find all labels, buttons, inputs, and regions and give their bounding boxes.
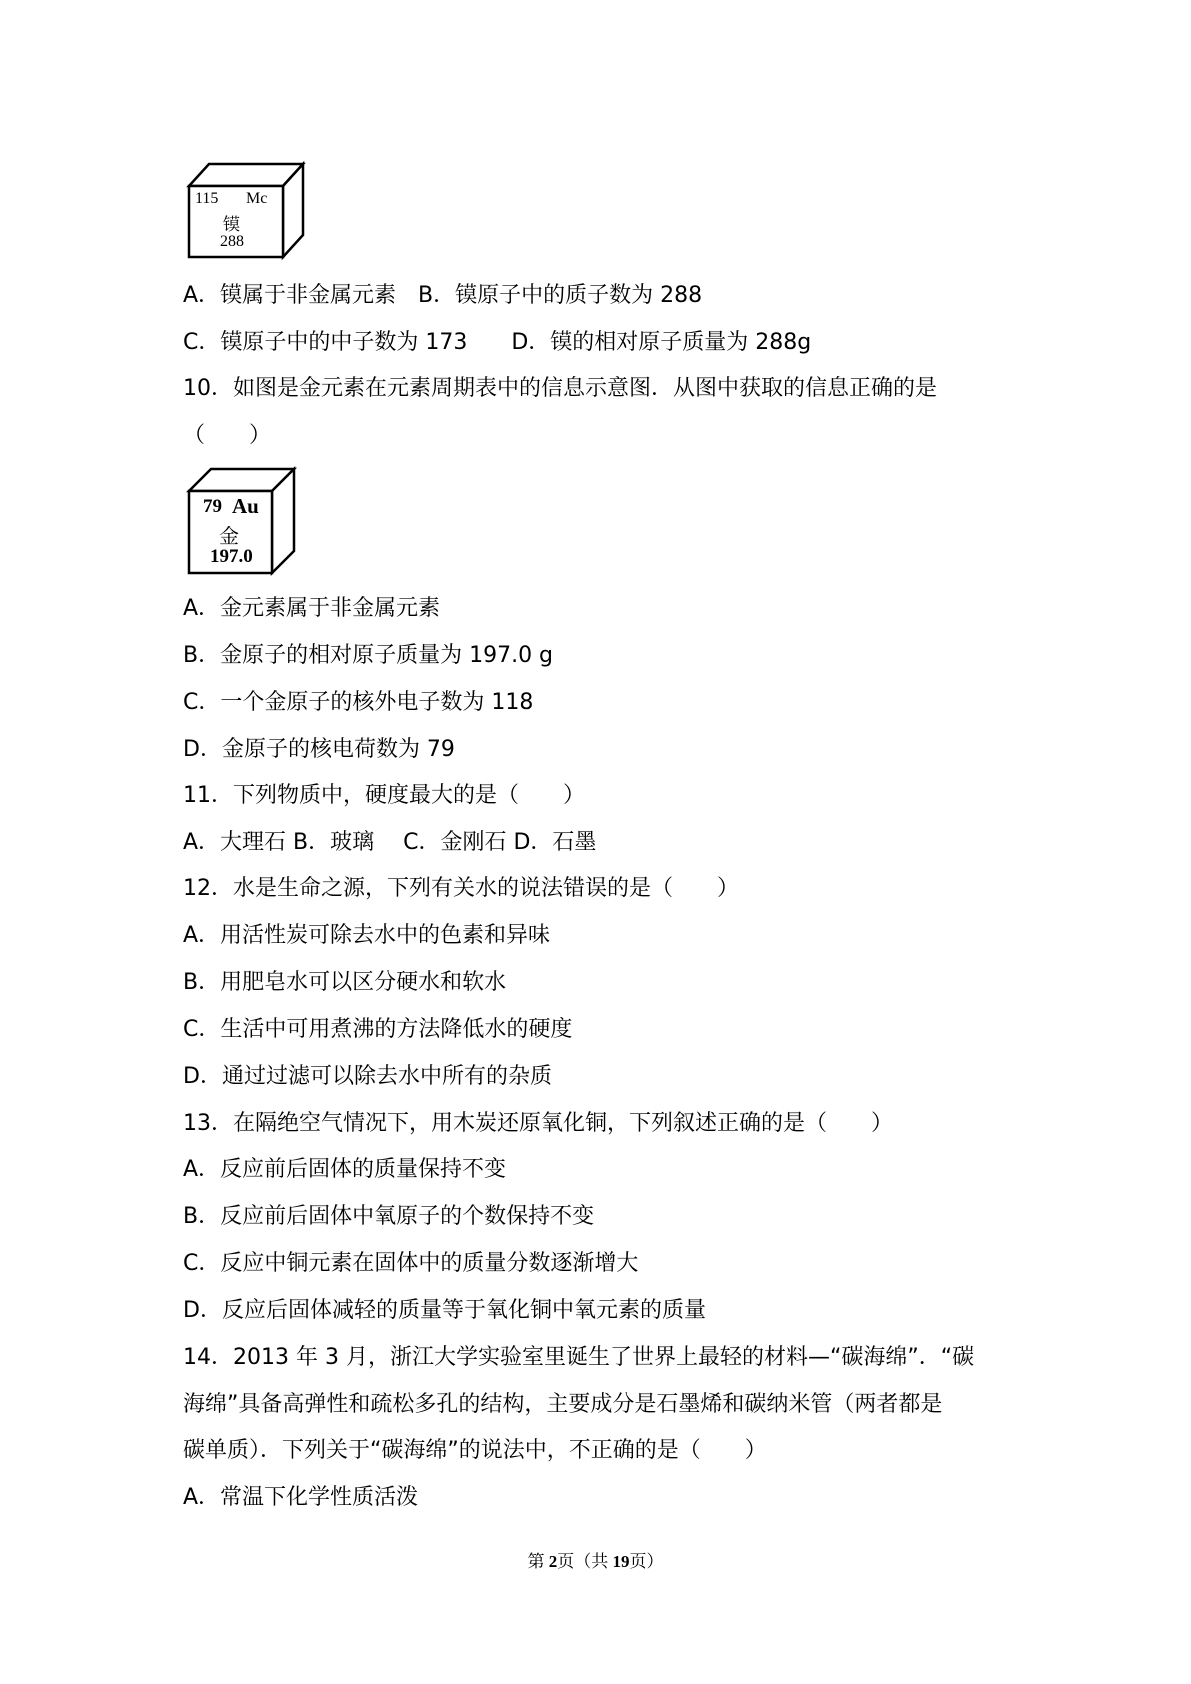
q13-option-a: A．反应前后固体的质量保持不变 — [183, 1157, 507, 1182]
footer-page-number: 2 — [548, 1552, 558, 1571]
q10-option-c: C．一个金原子的核外电子数为 118 — [183, 690, 534, 715]
footer-prefix: 第 — [527, 1552, 549, 1571]
q12-option-a: A．用活性炭可除去水中的色素和异味 — [183, 923, 551, 948]
q13-option-c: C．反应中铜元素在固体中的质量分数逐渐增大 — [183, 1251, 639, 1276]
element-card-au — [186, 465, 298, 577]
element-symbol: Mc — [246, 190, 268, 207]
q9-options-line-2: C．镆原子中的中子数为 173 D．镆的相对原子质量为 288g — [183, 330, 812, 355]
q9-options-line-1: A．镆属于非金属元素 B．镆原子中的质子数为 288 — [183, 283, 703, 308]
q14-stem-line-1: 14．2013 年 3 月，浙江大学实验室里诞生了世界上最轻的材料—“碳海绵”．“碳 — [183, 1345, 975, 1370]
page-footer — [0, 1547, 1191, 1572]
q10-option-a: A．金元素属于非金属元素 — [183, 596, 441, 621]
q14-option-a: A．常温下化学性质活泼 — [183, 1485, 419, 1510]
q12-option-b: B．用肥皂水可以区分硬水和软水 — [183, 970, 507, 995]
q13-option-b: B．反应前后固体中氧原子的个数保持不变 — [183, 1204, 595, 1229]
q11-options: A．大理石 B．玻璃 C．金刚石 D．石墨 — [183, 830, 597, 855]
element-number: 79 — [203, 496, 222, 517]
element-card-frame — [186, 158, 306, 263]
footer-total-pages: 19 — [612, 1552, 630, 1571]
q11-stem: 11．下列物质中，硬度最大的是（ ） — [183, 783, 585, 808]
element-symbol: Au — [232, 494, 259, 518]
q13-stem: 13．在隔绝空气情况下，用木炭还原氧化铜，下列叙述正确的是（ ） — [183, 1111, 893, 1136]
q12-option-d: D．通过过滤可以除去水中所有的杂质 — [183, 1064, 552, 1089]
q10-stem: 10．如图是金元素在元素周期表中的信息示意图．从图中获取的信息正确的是 — [183, 376, 937, 401]
element-number: 115 — [195, 190, 219, 207]
q14-stem-line-2: 海绵”具备高弹性和疏松多孔的结构，主要成分是石墨烯和碳纳米管（两者都是 — [183, 1392, 943, 1417]
element-name: 金 — [219, 526, 239, 548]
q10-paren: （ ） — [183, 423, 272, 448]
q14-stem-line-3: 碳单质）．下列关于“碳海绵”的说法中，不正确的是（ ） — [183, 1438, 767, 1463]
element-card-mc — [186, 158, 306, 263]
element-name: 镆 — [223, 215, 240, 234]
element-mass: 197.0 — [210, 546, 253, 567]
q12-stem: 12．水是生命之源，下列有关水的说法错误的是（ ） — [183, 876, 739, 901]
q13-option-d: D．反应后固体减轻的质量等于氧化铜中氧元素的质量 — [183, 1298, 706, 1323]
q10-option-b: B．金原子的相对原子质量为 197.0 g — [183, 643, 554, 668]
footer-suffix: 页） — [629, 1552, 664, 1571]
q12-option-c: C．生活中可用煮沸的方法降低水的硬度 — [183, 1017, 573, 1042]
footer-middle: 页（共 — [557, 1552, 613, 1571]
q10-option-d: D．金原子的核电荷数为 79 — [183, 737, 455, 762]
element-mass: 288 — [220, 233, 244, 250]
